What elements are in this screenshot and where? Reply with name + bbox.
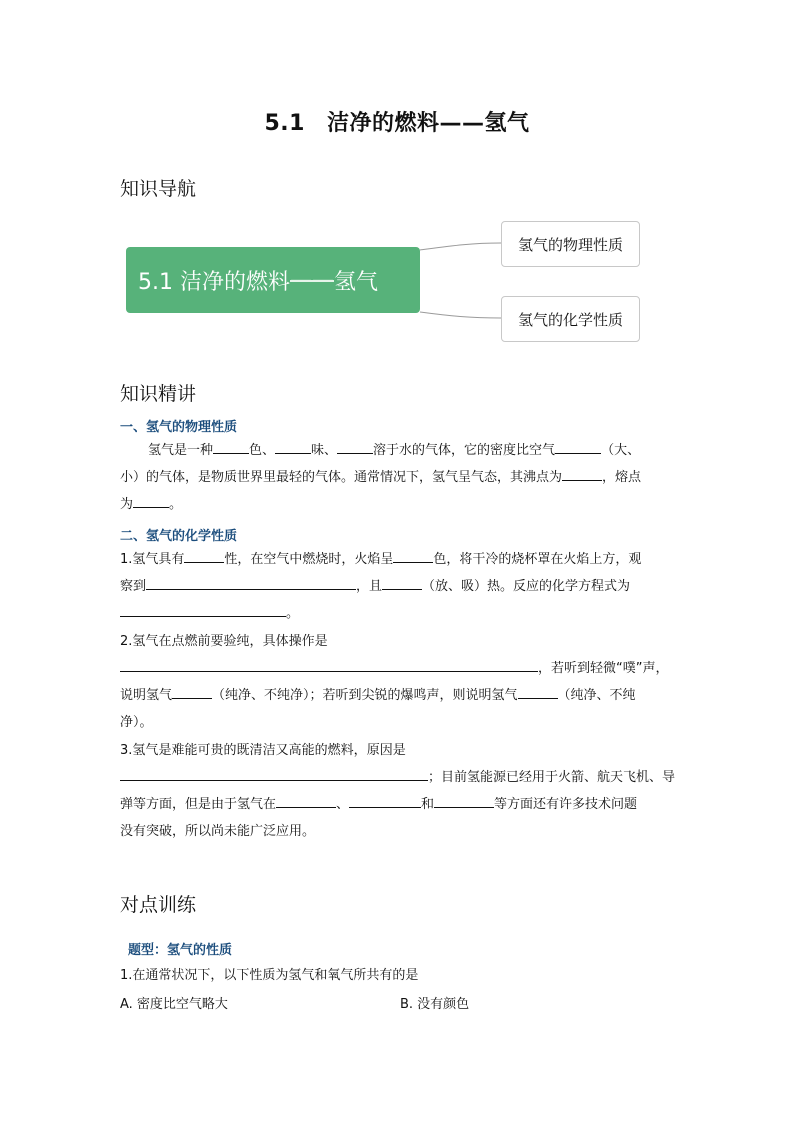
- fill-blank[interactable]: [276, 792, 336, 808]
- text: 等方面还有许多技术问题: [494, 797, 638, 812]
- fill-blank[interactable]: [184, 547, 224, 563]
- fill-blank[interactable]: [172, 683, 212, 699]
- fill-blank[interactable]: [120, 656, 538, 672]
- fill-blank[interactable]: [213, 438, 249, 454]
- text: 、: [336, 797, 350, 812]
- spread-char: 在: [158, 634, 172, 649]
- text: 小）的气体，是物质世界里最轻的气体。通常情况下，氢气呈气态，其沸点为: [120, 470, 563, 485]
- mindmap-node-chemical: 氢气的化学性质: [501, 296, 640, 342]
- spread-char: 3.: [120, 743, 133, 758]
- spread-char: 是: [392, 743, 406, 758]
- option-a[interactable]: A. 密度比空气略大: [120, 997, 228, 1012]
- title-text: 洁净的燃料——氢气: [326, 111, 530, 136]
- section-lecture-heading: 知识精讲: [120, 383, 197, 405]
- text: 弹等方面，但是由于氢气在: [120, 797, 277, 812]
- fill-blank[interactable]: [382, 574, 422, 590]
- part1-heading: 一、氢气的物理性质: [120, 420, 238, 435]
- fill-blank[interactable]: [518, 683, 558, 699]
- question-2-spread-line: [120, 628, 676, 655]
- text: （放、吸）热。反应的化学方程式为: [422, 579, 631, 594]
- spread-char: 原: [366, 743, 380, 758]
- spread-char: 燃: [327, 743, 341, 758]
- spread-char: 因: [379, 743, 393, 758]
- fill-blank[interactable]: [146, 574, 356, 590]
- text: 1.氢气具有: [120, 552, 185, 567]
- spread-char: 是: [314, 634, 328, 649]
- text: 察到: [120, 579, 147, 594]
- text: （大、: [601, 443, 641, 458]
- text: 性，在空气中燃烧时，火焰呈: [224, 552, 394, 567]
- spread-char: 要: [210, 634, 224, 649]
- question-1-paragraph: [120, 546, 676, 627]
- spread-char: 前: [197, 634, 211, 649]
- text: 净）。: [120, 715, 153, 730]
- mindmap-center-node: [126, 247, 420, 313]
- text: ；目前氢能源已经用于火箭、航天飞机、导: [428, 770, 676, 785]
- spread-char: 可: [197, 743, 211, 758]
- spread-char: 是: [158, 743, 172, 758]
- spread-char: 贵: [210, 743, 224, 758]
- text: 为: [120, 497, 134, 512]
- text: ，且: [356, 579, 383, 594]
- spread-char: 氢: [132, 743, 146, 758]
- fill-blank[interactable]: [337, 438, 373, 454]
- text: 。: [286, 606, 300, 621]
- fill-blank[interactable]: [349, 792, 421, 808]
- fill-blank[interactable]: [393, 547, 433, 563]
- spread-char: 2.: [120, 634, 133, 649]
- text: 氢气是一种: [148, 443, 214, 458]
- fill-blank[interactable]: [133, 492, 169, 508]
- spread-char: 又: [275, 743, 289, 758]
- spread-char: 难: [171, 743, 185, 758]
- spread-char: 洁: [262, 743, 276, 758]
- text: 。: [169, 497, 183, 512]
- fill-blank[interactable]: [562, 465, 602, 481]
- spread-char: 既: [236, 743, 250, 758]
- spread-char: 作: [301, 634, 315, 649]
- spread-char: 气: [145, 634, 159, 649]
- practice-question-text: 1.在通常状况下，以下性质为氢气和氧气所共有的是: [120, 968, 419, 983]
- text: ，熔点: [602, 470, 642, 485]
- spread-char: 料: [340, 743, 354, 758]
- option-b[interactable]: B. 没有颜色: [400, 997, 470, 1012]
- text: 说明氢气: [120, 688, 173, 703]
- spread-char: 操: [288, 634, 302, 649]
- spread-char: 能: [301, 743, 315, 758]
- spread-char: ，: [353, 743, 367, 758]
- text: 溶于水的气体，它的密度比空气: [373, 443, 556, 458]
- part2-heading: 二、氢气的化学性质: [120, 529, 238, 544]
- mindmap-connectors: [0, 0, 794, 400]
- text: 味、: [311, 443, 338, 458]
- fill-blank[interactable]: [275, 438, 311, 454]
- spread-char: 的: [223, 743, 237, 758]
- fill-blank[interactable]: [434, 792, 494, 808]
- mindmap-node-physical: 氢气的物理性质: [501, 221, 640, 267]
- text: （纯净、不纯: [557, 688, 636, 703]
- connector-line-bottom: [420, 312, 501, 318]
- text: 和: [421, 797, 435, 812]
- spread-char: 的: [314, 743, 328, 758]
- part1-paragraph: [120, 437, 676, 518]
- spread-char: 纯: [236, 634, 250, 649]
- fill-blank[interactable]: [120, 601, 286, 617]
- practice-question-1: [120, 962, 676, 989]
- text: 色，将干冷的烧杯罩在火焰上方，观: [433, 552, 642, 567]
- text: 没有突破，所以尚未能广泛应用。: [120, 824, 316, 839]
- question-3-spread-line: [120, 737, 676, 764]
- spread-char: 高: [288, 743, 302, 758]
- text: （纯净、不纯净）；若听到尖锐的爆鸣声，则说明氢气: [212, 688, 518, 703]
- spread-char: ，: [249, 634, 263, 649]
- spread-char: 体: [275, 634, 289, 649]
- section-nav-heading: 知识导航: [120, 178, 197, 200]
- question-2-paragraph: [120, 628, 676, 736]
- spread-char: 点: [171, 634, 185, 649]
- center-node-text-post: 氢气: [333, 269, 378, 295]
- spread-char: 具: [262, 634, 276, 649]
- fill-blank[interactable]: [555, 438, 601, 454]
- connector-line-top: [420, 243, 501, 250]
- section-practice-heading: 对点训练: [120, 894, 197, 916]
- spread-char: 能: [184, 743, 198, 758]
- spread-char: 验: [223, 634, 237, 649]
- title-number: 5.1: [264, 111, 305, 136]
- center-node-dash: ——: [289, 267, 334, 293]
- practice-type-label: 题型：氢气的性质: [128, 943, 233, 958]
- spread-char: 清: [249, 743, 263, 758]
- spread-char: 氢: [132, 634, 146, 649]
- question-3-paragraph: [120, 737, 676, 845]
- spread-char: 气: [145, 743, 159, 758]
- text: 色、: [249, 443, 276, 458]
- spread-char: 燃: [184, 634, 198, 649]
- center-node-text-pre: 5.1 洁净的燃料: [138, 269, 290, 295]
- text: ，若听到轻微“噗”声，: [538, 661, 669, 676]
- fill-blank[interactable]: [120, 765, 428, 781]
